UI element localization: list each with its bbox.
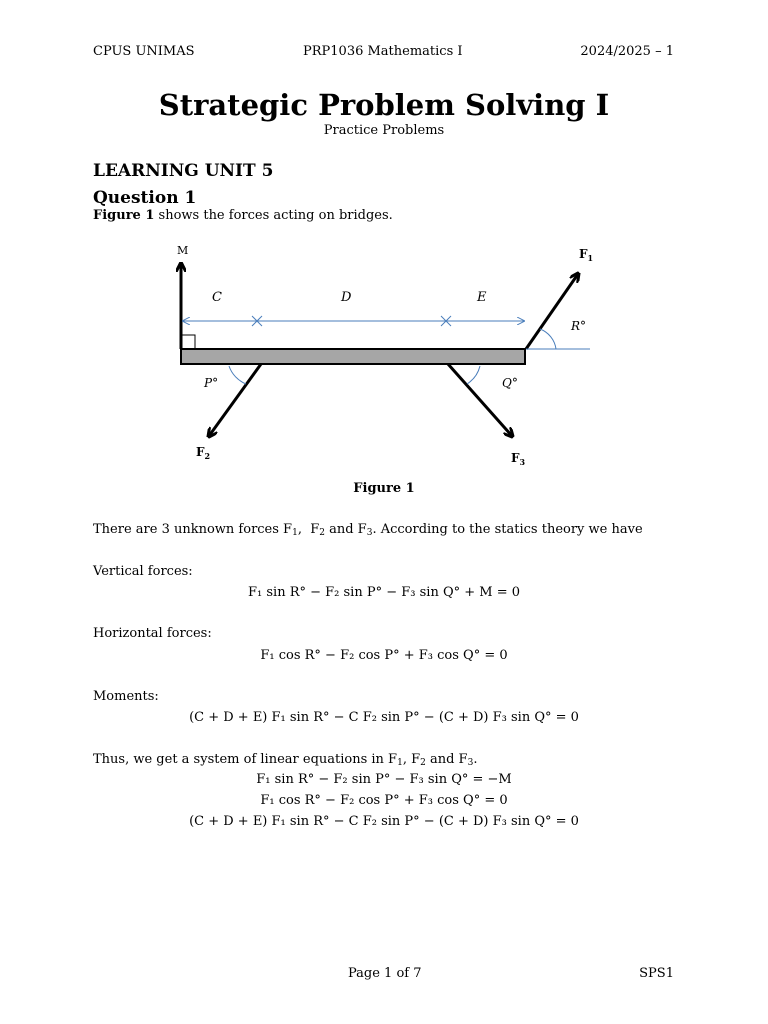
- label-d: D: [341, 290, 352, 305]
- right-angle-marker: [181, 335, 195, 349]
- bridge-beam: [181, 349, 525, 364]
- figure-caption: Figure 1: [353, 481, 415, 496]
- label-f1: $F_1$: [579, 247, 594, 263]
- label-c: C: [212, 290, 222, 305]
- horizontal-equation: F₁ cos R° − F₂ cos P° + F₃ cos Q° = 0: [260, 648, 508, 663]
- vertical-label: Vertical forces:: [93, 564, 193, 579]
- vertical-equation: F₁ sin R° − F₂ sin P° − F₃ sin Q° + M = 0: [248, 585, 520, 600]
- label-m: M: [177, 244, 189, 257]
- label-r: R°: [571, 319, 587, 333]
- angle-q-arc: [467, 366, 480, 384]
- doc-code: SPS1: [639, 966, 674, 981]
- angle-r-arc: [540, 329, 556, 349]
- intro-bold: Figure 1: [93, 208, 155, 223]
- section-heading: LEARNING UNIT 5: [93, 161, 274, 181]
- moments-equation: (C + D + E) F₁ sin R° − C F₂ sin P° − (C + D) F₃ sin Q° = 0: [189, 710, 579, 725]
- label-f3: $F_3$: [511, 451, 526, 467]
- system-equation-3: (C + D + E) F₁ sin R° − C F₂ sin P° − (C + D) F₃ sin Q° = 0: [189, 814, 579, 829]
- header-left: CPUS UNIMAS: [93, 44, 195, 59]
- force-f2-arrow: [209, 364, 261, 436]
- angle-p-arc: [229, 366, 246, 384]
- page-subtitle: Practice Problems: [323, 123, 445, 138]
- force-f3-arrow: [448, 364, 512, 436]
- header-right: 2024/2025 – 1: [580, 44, 674, 59]
- label-q: Q°: [502, 376, 518, 390]
- system-equation-1: F₁ sin R° − F₂ sin P° − F₃ sin Q° = −M: [256, 772, 512, 787]
- intro-rest: shows the forces acting on bridges.: [154, 208, 393, 223]
- system-equation-2: F₁ cos R° − F₂ cos P° + F₃ cos Q° = 0: [260, 793, 508, 808]
- question-heading: Question 1: [93, 188, 197, 208]
- page-title: Strategic Problem Solving I: [158, 88, 610, 122]
- horizontal-label: Horizontal forces:: [93, 626, 212, 641]
- moments-label: Moments:: [93, 689, 159, 704]
- label-e: E: [477, 290, 487, 305]
- label-p: P°: [204, 376, 219, 390]
- header-center: PRP1036 Mathematics I: [303, 44, 463, 59]
- label-f2: $F_2$: [196, 445, 211, 461]
- thus-text: Thus, we get a system of linear equations in $F_1$, $F_2$ and $F_3$.: [93, 752, 478, 768]
- unknowns-text: There are 3 unknown forces $F_1$, $F_2$ and $F_3$. According to the statics theory we have: [93, 522, 643, 538]
- page-number: Page 1 of 7: [348, 966, 422, 981]
